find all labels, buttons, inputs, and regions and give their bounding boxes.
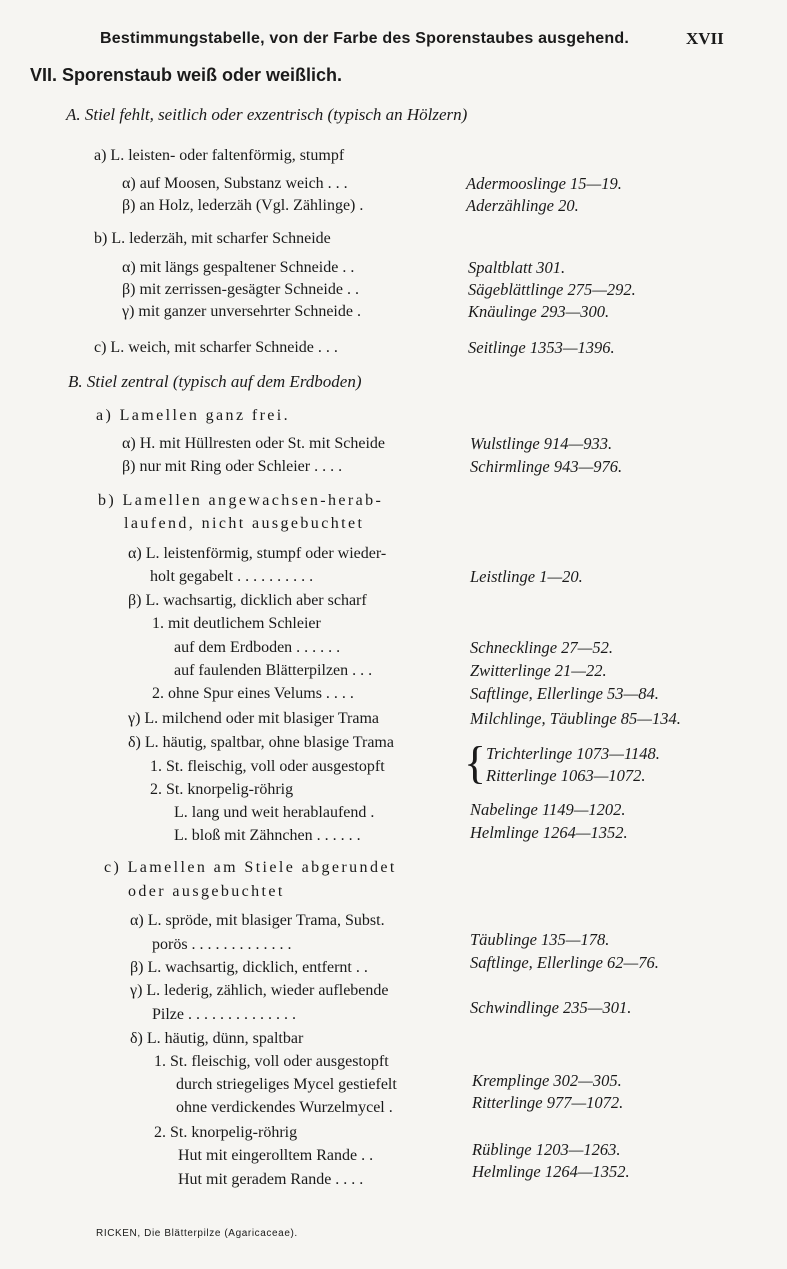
key-b-b-beta-1b: auf faulenden Blätterpilzen . . . — [174, 662, 373, 679]
key-b-c-gamma-line2: Pilze . . . . . . . . . . . . . . — [152, 1006, 296, 1023]
key-b-b-beta-2: 2. ohne Spur eines Velums . . . . — [152, 685, 354, 702]
key-b-c-alpha-line2: porös . . . . . . . . . . . . . — [152, 936, 292, 953]
key-b-c-delta-1a-result: Kremplinge 302—305. — [472, 1071, 622, 1090]
key-b-b-line2: laufend, nicht ausgebuchtet — [124, 515, 365, 532]
key-b-b-gamma: γ) L. milchend oder mit blasiger Trama — [128, 710, 380, 727]
key-b-a-alpha-result: Wulstlinge 914—933. — [470, 434, 613, 453]
key-b-b-gamma-result: Milchlinge, Täublinge 85—134. — [470, 709, 681, 728]
key-b-c-delta-2a-result: Rüblinge 1203—1263. — [472, 1140, 621, 1159]
key-b-b-delta-2: 2. St. knorpelig-röhrig — [150, 781, 294, 798]
key-b-c-delta-1b-result: Ritterlinge 977—1072. — [472, 1093, 624, 1112]
key-b-b-beta-1a: auf dem Erdboden . . . . . . — [174, 639, 341, 656]
key-b-a-beta-result: Schirmlinge 943—976. — [470, 457, 623, 476]
key-b-b-delta: δ) L. häutig, spaltbar, ohne blasige Trama — [128, 734, 394, 751]
page-footer: RICKEN, Die Blätterpilze (Agaricaceae). — [96, 1228, 298, 1239]
key-a-c: c) L. weich, mit scharfer Schneide . . . — [94, 339, 338, 356]
key-a-b-gamma: γ) mit ganzer unversehrter Schneide . — [122, 303, 361, 320]
key-a-b-gamma-result: Knäulinge 293—300. — [468, 302, 610, 321]
key-b-c-delta-2b-result: Helmlinge 1264—1352. — [472, 1162, 630, 1181]
section-title: VII. Sporenstaub weiß oder weißlich. — [30, 65, 343, 85]
key-a-a-beta: β) an Holz, lederzäh (Vgl. Zählinge) . — [122, 197, 364, 214]
key-a-b-beta: β) mit zerrissen-gesägter Schneide . . — [122, 281, 359, 298]
key-b-c-delta-1b: ohne verdickendes Wurzelmycel . — [176, 1099, 393, 1116]
key-b-c-delta: δ) L. häutig, dünn, spaltbar — [130, 1030, 304, 1047]
section-b-heading: B. Stiel zentral (typisch auf dem Erdboden) — [68, 372, 362, 391]
key-b-b-line1: b) Lamellen angewachsen-herab- — [98, 492, 384, 509]
key-b-c-delta-2: 2. St. knorpelig-röhrig — [154, 1124, 298, 1141]
key-b-c-delta-2b: Hut mit geradem Rande . . . . — [178, 1171, 364, 1188]
key-b-c-alpha-result: Täublinge 135—178. — [470, 930, 610, 949]
key-b-c-delta-1: 1. St. fleischig, voll oder ausgestopft — [154, 1053, 389, 1070]
key-b-b-delta-1: 1. St. fleischig, voll oder ausgestopft — [150, 758, 385, 775]
key-b-a: a) Lamellen ganz frei. — [96, 407, 291, 424]
key-b-b-delta-2b: L. bloß mit Zähnchen . . . . . . — [174, 827, 361, 844]
key-b-b-alpha-result: Leistlinge 1—20. — [470, 567, 583, 586]
section-a-heading: A. Stiel fehlt, seitlich oder exzentrisch (typisch an Hölzern) — [66, 105, 468, 124]
key-b-c-line1: c) Lamellen am Stiele abgerundet — [104, 859, 397, 876]
key-a-a-beta-result: Aderzählinge 20. — [466, 196, 579, 215]
key-b-c-delta-1a: durch striegeliges Mycel gestiefelt — [176, 1076, 397, 1093]
key-b-c-beta-result: Saftlinge, Ellerlinge 62—76. — [470, 953, 659, 972]
key-a-b-alpha: α) mit längs gespaltener Schneide . . — [122, 259, 355, 276]
key-b-c-gamma-line1: γ) L. lederig, zählich, wieder auflebende — [130, 982, 389, 999]
key-b-c-beta: β) L. wachsartig, dicklich, entfernt . . — [130, 959, 368, 976]
key-a-a-alpha-result: Adermooslinge 15—19. — [466, 174, 622, 193]
key-a-c-result: Seitlinge 1353—1396. — [468, 338, 615, 357]
key-a-a-alpha: α) auf Moosen, Substanz weich . . . — [122, 175, 348, 192]
key-b-b-delta-result-2: Ritterlinge 1063—1072. — [486, 766, 646, 785]
key-b-b-delta-result-1: Trichterlinge 1073—1148. — [486, 744, 660, 763]
curly-brace-icon: { — [464, 737, 487, 788]
key-a-a: a) L. leisten- oder faltenförmig, stumpf — [94, 147, 345, 164]
key-b-b-delta-2b-result: Helmlinge 1264—1352. — [470, 823, 628, 842]
key-b-c-gamma-result: Schwindlinge 235—301. — [470, 998, 632, 1017]
key-b-a-beta: β) nur mit Ring oder Schleier . . . . — [122, 458, 343, 475]
key-b-b-alpha-line1: α) L. leistenförmig, stumpf oder wieder- — [128, 545, 387, 562]
key-a-b: b) L. lederzäh, mit scharfer Schneide — [94, 230, 331, 247]
key-a-b-beta-result: Sägeblättlinge 275—292. — [468, 280, 636, 299]
key-b-b-delta-2a: L. lang und weit herablaufend . — [174, 804, 375, 821]
key-b-b-beta: β) L. wachsartig, dicklich aber scharf — [128, 592, 367, 609]
page-number: XVII — [686, 29, 724, 48]
key-b-c-delta-2a: Hut mit eingerolltem Rande . . — [178, 1147, 374, 1164]
key-b-b-beta-1: 1. mit deutlichem Schleier — [152, 615, 321, 632]
key-b-a-alpha: α) H. mit Hüllresten oder St. mit Scheide — [122, 435, 386, 452]
key-b-c-line2: oder ausgebuchtet — [128, 883, 285, 900]
key-a-b-alpha-result: Spaltblatt 301. — [468, 258, 566, 277]
key-b-b-beta-1b-result: Zwitterlinge 21—22. — [470, 661, 607, 680]
key-b-c-alpha-line1: α) L. spröde, mit blasiger Trama, Subst. — [130, 912, 385, 929]
key-b-b-beta-2-result: Saftlinge, Ellerlinge 53—84. — [470, 684, 659, 703]
key-b-b-delta-2a-result: Nabelinge 1149—1202. — [470, 800, 626, 819]
key-b-b-beta-1a-result: Schnecklinge 27—52. — [470, 638, 613, 657]
running-header: Bestimmungstabelle, von der Farbe des Sporenstaubes ausgehend. — [100, 30, 629, 47]
key-b-b-alpha-line2: holt gegabelt . . . . . . . . . . — [150, 568, 314, 585]
